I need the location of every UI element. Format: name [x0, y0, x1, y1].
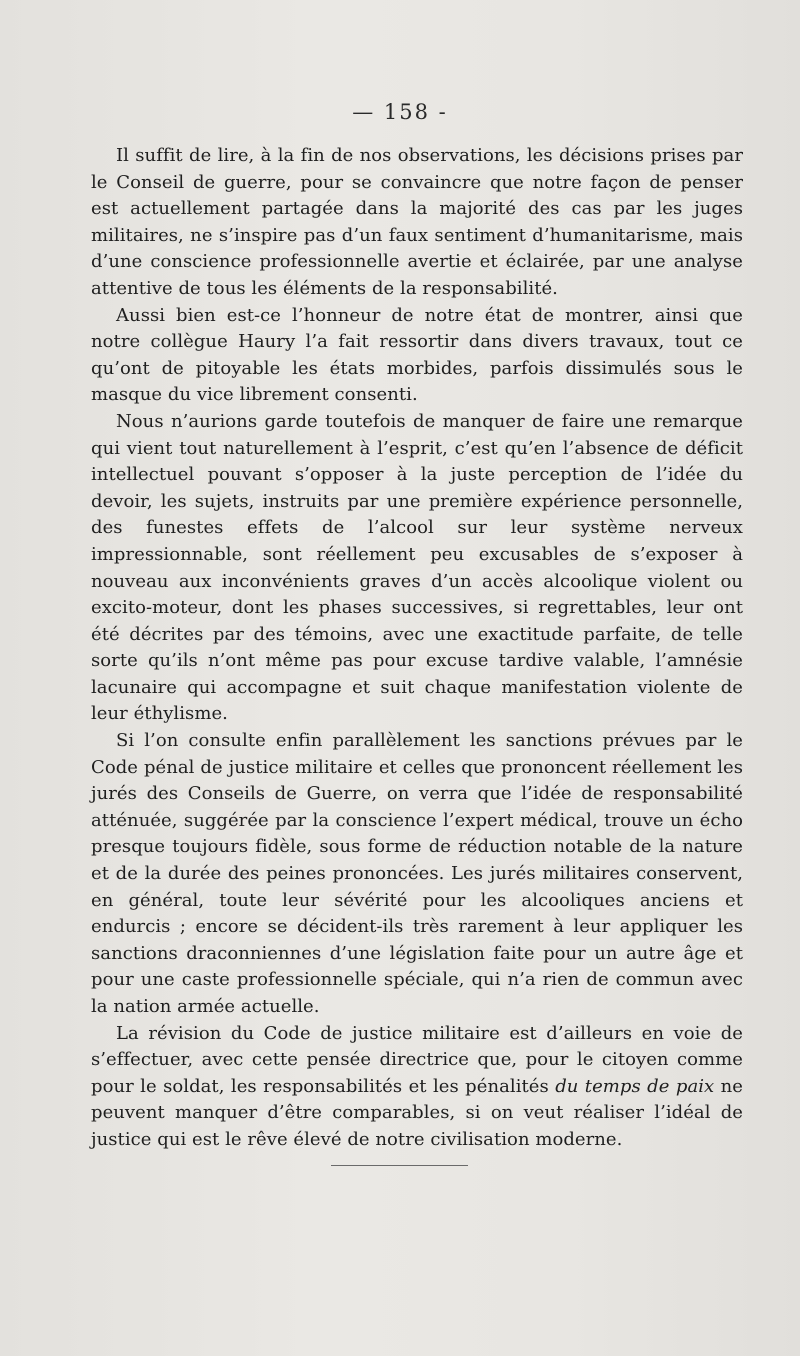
- paragraph: Aussi bien est-ce l’honneur de notre état de montrer, ainsi que notre collègue Haury l’a fait ressortir dans divers travaux, tout ce qu’ont de pitoyable les états morbides, parfois dissimulés sous le masque du vice librement consenti.: [91, 304, 743, 406]
- end-rule: [331, 1165, 468, 1166]
- italic-phrase: du temps de paix: [555, 1075, 715, 1097]
- page-number: — 158 -: [352, 100, 448, 124]
- paragraph: Nous n’aurions garde toutefois de manquer de faire une remarque qui vient tout naturellement à l’esprit, c’est qu’en l’absence de déficit intellectuel pouvant s’opposer à la juste perception de l’idée du devoir, les sujets, instruits par une première expérience personnelle, des funestes effets de l’alcool sur leur système nerveux impressionnable, sont réellement peu excusables de s’exposer à nouveau aux inconvénients graves d’un accès alcoolique violent ou excito-moteur, dont les phases successives, si regrettables, leur ont été décrites par des témoins, avec une exactitude parfaite, de telle sorte qu’ils n’ont même pas pour excuse tardive valable, l’amnésie lacunaire qui accompagne et suit chaque manifestation violente de leur éthylisme.: [91, 410, 743, 725]
- paragraph-text: ne peuvent manquer d’être comparables, si on veut réaliser l’idéal de justice qui est le rêve élevé de notre civilisation moderne.: [91, 1075, 743, 1150]
- paragraph-text: La révision du Code de justice militaire est d’ailleurs en voie de s’effectuer, avec cette pensée directrice que, pour le citoyen comme pour le soldat, les responsabilités et les pénalités: [91, 1022, 743, 1097]
- paragraph: [91, 1021, 743, 1154]
- paragraph: Si l’on consulte enfin parallèlement les sanctions prévues par le Code pénal de justice militaire et celles que prononcent réellement les jurés des Conseils de Guerre, on verra que l’idée de responsabilité atténuée, suggérée par la conscience l’expert médical, trouve un écho presque toujours fidèle, sous forme de réduction notable de la nature et de la durée des peines prononcées. Les jurés militaires conservent, en général, toute leur sévérité pour les alcooliques anciens et endurcis ; encore se décident-ils très rarement à leur appliquer les sanctions draconniennes d’une législation faite pour un autre âge et pour une caste professionnelle spéciale, qui n’a rien de commun avec la nation armée actuelle.: [91, 730, 743, 1017]
- paragraph: Il suffit de lire, à la fin de nos observations, les décisions prises par le Conseil de guerre, pour se convaincre que notre façon de penser est actuellement partagée dans la majorité des cas par les juges militaires, ne s’inspire pas d’un faux sentiment d’humanitarisme, mais d’une conscience professionnelle avertie et éclairée, par une analyse attentive de tous les éléments de la responsabilité.: [91, 145, 743, 299]
- body-text: [91, 143, 743, 1154]
